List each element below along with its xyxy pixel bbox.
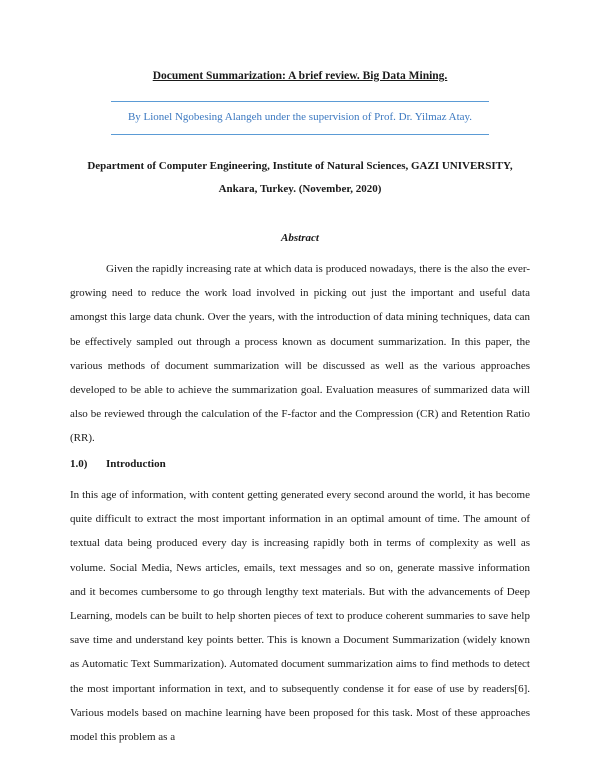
affiliation-line-1: Department of Computer Engineering, Institute of Natural Sciences, GAZI UNIVERSITY,: [87, 160, 513, 172]
introduction-body: In this age of information, with content getting generated every second around the world, it has become quite difficult to extract the most important information in an optimal amount of time. The amount of textual data being produced every day is increasing rapidly both in terms of complexity as well as volume. Social Media, News articles, emails, text messages and so on, generate massive information and it becomes cumbersome to go through lengthy text materials. But with the advancements of Deep Learning, models can be built to help shorten pieces of text to produce coherent summaries to save help save time and understand key points better. This is known a Document Summarization (widely known as Automatic Text Summarization). Automated document summarization aims to find methods to detect the most important information in text, and to subsequently condense it for ease of use by readers[6]. Various models based on machine learning have been proposed for this task. Most of these approaches model this problem as a: [70, 489, 530, 744]
affiliation-block: [40, 155, 560, 201]
paper-title: Document Summarization: A brief review. Big Data Mining.: [152, 70, 448, 82]
affiliation-line-2: Ankara, Turkey. (November, 2020): [218, 183, 382, 195]
section-title: Introduction: [106, 458, 166, 470]
title-divider-bottom: [111, 134, 489, 135]
title-divider-top: [111, 101, 489, 102]
abstract-body: Given the rapidly increasing rate at which data is produced nowadays, there is the also the ever-growing need to reduce the work load involved in picking out just the important and useful data amongst this large data chunk. Over the years, with the introduction of data mining techniques, data can be effectively sampled out through a process known as document summarization. In this paper, the various methods of document summarization will be discussed as well as the various approaches developed to be able to achieve the summarization goal. Evaluation measures of summarized data will also be reviewed through the calculation of the F-factor and the Compression (CR) and Retention Ratio (RR).: [70, 263, 530, 445]
section-number: 1.0): [70, 458, 88, 470]
section-heading-introduction: [70, 458, 166, 470]
authors-line: By Lionel Ngobesing Alangeh under the supervision of Prof. Dr. Yilmaz Atay.: [127, 111, 473, 123]
abstract-heading: Abstract: [281, 232, 319, 244]
